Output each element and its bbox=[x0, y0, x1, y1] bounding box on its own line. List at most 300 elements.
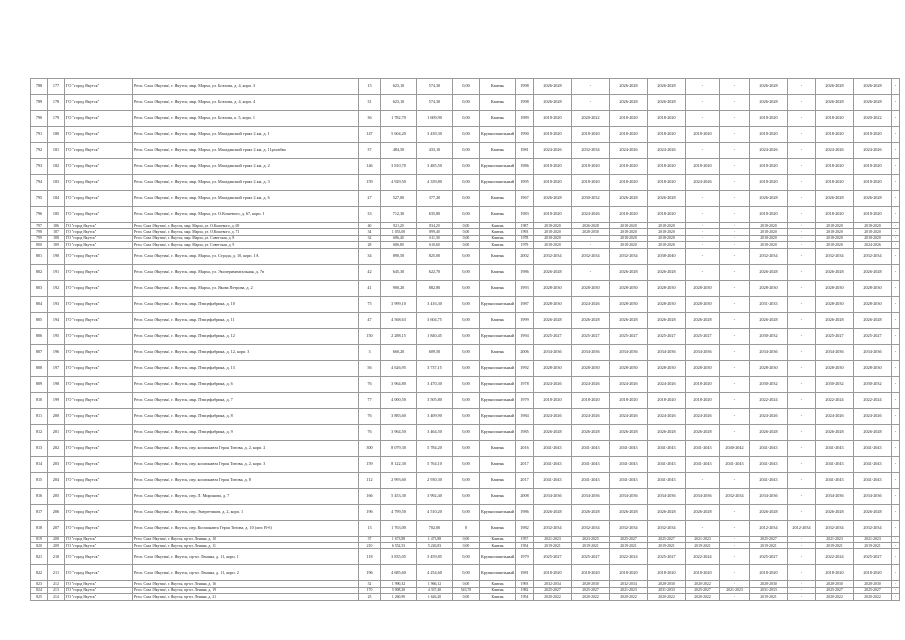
address-cell: Респ. Саха /Якутия/, г. Якутск, пр-кт. Ленина, д. 11, корп. 2 bbox=[133, 565, 359, 581]
value-cell: 3 505,80 bbox=[417, 392, 453, 408]
value-cell: 1979 bbox=[516, 549, 534, 565]
value-cell: 1 626,20 bbox=[417, 594, 453, 600]
table-row bbox=[31, 280, 900, 296]
row-number: 788 bbox=[31, 79, 48, 95]
value-cell: 2024-2026 bbox=[686, 175, 720, 191]
value-cell: - bbox=[788, 242, 816, 248]
municipal-number: 178 bbox=[48, 95, 65, 111]
value-cell: - bbox=[892, 235, 900, 241]
row-number: 792 bbox=[31, 143, 48, 159]
value-cell: 2038-2040 bbox=[648, 248, 686, 264]
value-cell: 825,00 bbox=[417, 248, 453, 264]
value-cell: - bbox=[720, 344, 750, 360]
value-cell: - bbox=[720, 143, 750, 159]
value-cell: 2018-2020 bbox=[750, 242, 788, 248]
value-cell: 2025-2027 bbox=[572, 328, 610, 344]
municipal-number: 192 bbox=[48, 280, 65, 296]
value-cell: 3 883,60 bbox=[381, 408, 417, 424]
municipal-number: 183 bbox=[48, 175, 65, 191]
value-cell: - bbox=[572, 242, 610, 248]
value-cell: 1986 bbox=[516, 159, 534, 175]
value-cell: 150 bbox=[359, 328, 381, 344]
value-cell: 2028-2030 bbox=[572, 581, 610, 587]
value-cell: 0,00 bbox=[453, 127, 480, 143]
municipal-number: 202 bbox=[48, 440, 65, 456]
value-cell: 2020-2022 bbox=[854, 111, 892, 127]
value-cell: 2018-2020 bbox=[686, 159, 720, 175]
owner-cell: ГО "город Якутск" bbox=[65, 207, 133, 223]
value-cell: 2028-2030 bbox=[750, 280, 788, 296]
value-cell: 2020-2022 bbox=[610, 594, 648, 600]
value-cell: 2019-2021 bbox=[686, 542, 720, 548]
value-cell: 2018-2020 bbox=[534, 565, 572, 581]
value-cell: 2017 bbox=[516, 456, 534, 472]
value-cell: 890,50 bbox=[381, 248, 417, 264]
value-cell: 34 bbox=[359, 229, 381, 235]
value-cell: 1993 bbox=[516, 229, 534, 235]
table-row bbox=[31, 456, 900, 472]
value-cell: 2018-2020 bbox=[610, 235, 648, 241]
value-cell: 2025-2027 bbox=[648, 328, 686, 344]
value-cell: 702,00 bbox=[417, 520, 453, 536]
value-cell: 2019-2021 bbox=[816, 542, 854, 548]
value-cell: 2026-2028 bbox=[648, 264, 686, 280]
value-cell: - bbox=[720, 229, 750, 235]
value-cell: 2026-2028 bbox=[610, 264, 648, 280]
value-cell: 2026-2028 bbox=[648, 504, 686, 520]
value-cell: 2018-2020 bbox=[572, 392, 610, 408]
value-cell: 37 bbox=[359, 143, 381, 159]
value-cell: 2041-2043 bbox=[572, 472, 610, 488]
value-cell: 2026-2028 bbox=[816, 95, 854, 111]
value-cell: 2028-2030 bbox=[534, 280, 572, 296]
owner-cell: ГО "город Якутск" bbox=[65, 408, 133, 424]
value-cell: 42 bbox=[359, 264, 381, 280]
value-cell: - bbox=[720, 111, 750, 127]
value-cell: - bbox=[892, 376, 900, 392]
value-cell: 5 908,20 bbox=[381, 587, 417, 593]
value-cell: 4 929,50 bbox=[381, 175, 417, 191]
municipal-number: 201 bbox=[48, 424, 65, 440]
row-number: 808 bbox=[31, 360, 48, 376]
value-cell: 2026-2028 bbox=[610, 312, 648, 328]
value-cell: 2032-2034 bbox=[572, 143, 610, 159]
address-cell: Респ. Саха /Якутия/, г. Якутск, мкр. Марха, ул. Бозлова, д. 4, корп. 4 bbox=[133, 95, 359, 111]
address-cell: Респ. Саха /Якутия/, г. Якутск, мкр. Птицефабрика, д. 10 bbox=[133, 296, 359, 312]
value-cell: 2018-2020 bbox=[750, 229, 788, 235]
value-cell: 159 bbox=[359, 456, 381, 472]
value-cell: 1 782,70 bbox=[381, 111, 417, 127]
value-cell: - bbox=[720, 296, 750, 312]
value-cell: 2024-2026 bbox=[534, 376, 572, 392]
value-cell: 2018-2020 bbox=[610, 111, 648, 127]
table-row bbox=[31, 565, 900, 581]
value-cell: 4 254,60 bbox=[417, 565, 453, 581]
value-cell: 2025-2027 bbox=[750, 536, 788, 542]
municipal-number: 188 bbox=[48, 235, 65, 241]
address-cell: Респ. Саха /Якутия/, г. Якутск, пер. космонавта Героя Титова, д. 8 bbox=[133, 472, 359, 488]
value-cell: 1957 bbox=[516, 536, 534, 542]
value-cell: 2028-2030 bbox=[816, 280, 854, 296]
value-cell: 2041-2043 bbox=[534, 472, 572, 488]
value-cell: 921,20 bbox=[381, 223, 417, 229]
value-cell: - bbox=[686, 79, 720, 95]
value-cell: 2026-2028 bbox=[816, 504, 854, 520]
row-number: 823 bbox=[31, 581, 48, 587]
owner-cell: ГО "город Якутск" bbox=[65, 392, 133, 408]
value-cell: 2016 bbox=[516, 440, 534, 456]
value-cell: Камень bbox=[480, 280, 516, 296]
value-cell: 2032-2034 bbox=[610, 248, 648, 264]
value-cell: 170 bbox=[359, 587, 381, 593]
value-cell: 2024-2026 bbox=[854, 408, 892, 424]
value-cell: - bbox=[892, 392, 900, 408]
value-cell: 2021-2023 bbox=[816, 536, 854, 542]
value-cell: - bbox=[892, 472, 900, 488]
table-row bbox=[31, 408, 900, 424]
value-cell: - bbox=[892, 223, 900, 229]
value-cell: Крупнопанельный bbox=[480, 376, 516, 392]
value-cell: Крупнопанельный bbox=[480, 408, 516, 424]
value-cell: 2018-2020 bbox=[610, 207, 648, 223]
value-cell: 3 464,50 bbox=[417, 424, 453, 440]
municipal-number: 209 bbox=[48, 542, 65, 548]
value-cell: 623,10 bbox=[381, 79, 417, 95]
value-cell: 159 bbox=[359, 175, 381, 191]
value-cell: 33 bbox=[359, 207, 381, 223]
value-cell: - bbox=[720, 328, 750, 344]
value-cell: - bbox=[686, 242, 720, 248]
value-cell: 75 bbox=[359, 296, 381, 312]
value-cell: - bbox=[892, 229, 900, 235]
table-row bbox=[31, 159, 900, 175]
value-cell: 2018-2020 bbox=[534, 159, 572, 175]
value-cell: 5 453,30 bbox=[381, 488, 417, 504]
value-cell: - bbox=[892, 408, 900, 424]
value-cell: 2 930,30 bbox=[417, 472, 453, 488]
value-cell: - bbox=[686, 191, 720, 207]
value-cell: 3 810,70 bbox=[381, 159, 417, 175]
value-cell: 4 799,50 bbox=[381, 504, 417, 520]
value-cell: 2024-2026 bbox=[610, 376, 648, 392]
row-number: 807 bbox=[31, 344, 48, 360]
value-cell: 0,00 bbox=[453, 376, 480, 392]
row-number: 809 bbox=[31, 376, 48, 392]
value-cell: 2025-2027 bbox=[854, 549, 892, 565]
value-cell: 2018-2020 bbox=[854, 127, 892, 143]
value-cell: 2026-2028 bbox=[750, 191, 788, 207]
value-cell: 0,00 bbox=[453, 581, 480, 587]
row-number: 800 bbox=[31, 242, 48, 248]
value-cell: 146 bbox=[359, 159, 381, 175]
value-cell: 2018-2020 bbox=[816, 111, 854, 127]
value-cell: 2034-2036 bbox=[648, 488, 686, 504]
row-number: 822 bbox=[31, 565, 48, 581]
value-cell: 1979 bbox=[516, 392, 534, 408]
value-cell: 635,80 bbox=[417, 207, 453, 223]
value-cell: 2017 bbox=[516, 472, 534, 488]
owner-cell: ГО "город Якутск" bbox=[65, 280, 133, 296]
row-number: 820 bbox=[31, 542, 48, 548]
value-cell: 3 bbox=[359, 344, 381, 360]
value-cell: 0,00 bbox=[453, 242, 480, 248]
value-cell: 527,00 bbox=[381, 191, 417, 207]
value-cell: Камень bbox=[480, 248, 516, 264]
value-cell: 2018-2020 bbox=[750, 111, 788, 127]
value-cell: 2022-2024 bbox=[816, 392, 854, 408]
address-cell: Респ. Саха /Якутия/, г. Якутск, мкр. Марха, ул. Строда, д. 10, корп. 1А bbox=[133, 248, 359, 264]
value-cell: - bbox=[892, 581, 900, 587]
value-cell: Камень bbox=[480, 587, 516, 593]
value-cell: 2018-2020 bbox=[534, 223, 572, 229]
value-cell: 2026-2028 bbox=[534, 504, 572, 520]
value-cell: Камень bbox=[480, 191, 516, 207]
value-cell: 2018-2020 bbox=[854, 223, 892, 229]
value-cell: 2032-2034 bbox=[610, 520, 648, 536]
value-cell: 196 bbox=[359, 565, 381, 581]
value-cell: 2018-2020 bbox=[816, 565, 854, 581]
value-cell: - bbox=[788, 111, 816, 127]
value-cell: 2018-2020 bbox=[750, 223, 788, 229]
value-cell: Камень bbox=[480, 229, 516, 235]
municipal-number: 206 bbox=[48, 504, 65, 520]
value-cell: 2019-2021 bbox=[750, 542, 788, 548]
value-cell: - bbox=[720, 248, 750, 264]
value-cell: - bbox=[892, 587, 900, 593]
address-cell: Респ. Саха /Якутия/, г. Якутск, пр-кт. Ленина, д. 19 bbox=[133, 587, 359, 593]
value-cell: 2018-2020 bbox=[610, 175, 648, 191]
value-cell: 2018-2020 bbox=[854, 159, 892, 175]
municipal-number: 180 bbox=[48, 127, 65, 143]
value-cell: 623,10 bbox=[381, 95, 417, 111]
row-number: 816 bbox=[31, 488, 48, 504]
value-cell: - bbox=[720, 312, 750, 328]
value-cell: - bbox=[788, 376, 816, 392]
value-cell: 660,20 bbox=[381, 344, 417, 360]
value-cell: 2018-2020 bbox=[750, 159, 788, 175]
value-cell: 2034-2036 bbox=[648, 344, 686, 360]
value-cell: 1 053,00 bbox=[381, 229, 417, 235]
value-cell: 2034-2036 bbox=[534, 344, 572, 360]
value-cell: - bbox=[892, 344, 900, 360]
value-cell: 2030-2032 bbox=[750, 376, 788, 392]
value-cell: 5 604,20 bbox=[381, 127, 417, 143]
table-row bbox=[31, 95, 900, 111]
value-cell: - bbox=[892, 536, 900, 542]
value-cell: 3 964,50 bbox=[381, 424, 417, 440]
value-cell: 1994 bbox=[516, 328, 534, 344]
value-cell: 1993 bbox=[516, 581, 534, 587]
value-cell: 574,30 bbox=[417, 79, 453, 95]
value-cell: 2022-2024 bbox=[816, 549, 854, 565]
owner-cell: ГО "город Якутск" bbox=[65, 111, 133, 127]
value-cell: 1999 bbox=[516, 312, 534, 328]
owner-cell: ГО "город Якутск" bbox=[65, 549, 133, 565]
value-cell: 2028-2030 bbox=[534, 296, 572, 312]
value-cell: 0,00 bbox=[453, 229, 480, 235]
value-cell: 2018-2020 bbox=[648, 207, 686, 223]
value-cell: 900,20 bbox=[381, 280, 417, 296]
value-cell: - bbox=[720, 223, 750, 229]
value-cell: Камень bbox=[480, 594, 516, 600]
value-cell: 2026-2028 bbox=[610, 504, 648, 520]
value-cell: 3 416,30 bbox=[417, 296, 453, 312]
value-cell: Камень bbox=[480, 143, 516, 159]
value-cell: - bbox=[892, 242, 900, 248]
value-cell: 1981 bbox=[516, 565, 534, 581]
value-cell: - bbox=[788, 456, 816, 472]
value-cell: - bbox=[788, 191, 816, 207]
value-cell: 2018-2020 bbox=[750, 565, 788, 581]
value-cell: 433,10 bbox=[417, 143, 453, 159]
value-cell: 1998 bbox=[516, 79, 534, 95]
value-cell: 0,00 bbox=[453, 504, 480, 520]
value-cell: - bbox=[788, 95, 816, 111]
value-cell: 543,70 bbox=[453, 587, 480, 593]
value-cell: 2026-2028 bbox=[534, 95, 572, 111]
value-cell: - bbox=[572, 264, 610, 280]
value-cell: - bbox=[720, 264, 750, 280]
address-cell: Респ. Саха /Якутия/, г. Якутск, пр-кт. Ленина, д. 10 bbox=[133, 536, 359, 542]
value-cell: 3 604,75 bbox=[417, 312, 453, 328]
value-cell: 2025-2027 bbox=[686, 587, 720, 593]
value-cell: 2026-2028 bbox=[854, 504, 892, 520]
value-cell: 2025-2027 bbox=[750, 549, 788, 565]
value-cell: - bbox=[788, 344, 816, 360]
value-cell: 2026-2028 bbox=[610, 191, 648, 207]
value-cell: 610,60 bbox=[417, 242, 453, 248]
address-cell: Респ. Саха /Якутия/, г. Якутск, мкр. Птицефабрика, д. 8 bbox=[133, 408, 359, 424]
municipal-number: 212 bbox=[48, 581, 65, 587]
address-cell: Респ. Саха /Якутия/, г. Якутск, мкр. Птицефабрика, д. 13 bbox=[133, 360, 359, 376]
value-cell: 2026-2028 bbox=[750, 312, 788, 328]
value-cell: 0,00 bbox=[453, 549, 480, 565]
value-cell: - bbox=[788, 175, 816, 191]
value-cell: 1987 bbox=[516, 296, 534, 312]
value-cell: 2018-2020 bbox=[610, 223, 648, 229]
address-cell: Респ. Саха /Якутия/, г. Якутск, пер. Космонавта Героя Титова, д. 10 (лит. В-б) bbox=[133, 520, 359, 536]
row-number: 802 bbox=[31, 264, 48, 280]
value-cell: 686,80 bbox=[381, 242, 417, 248]
value-cell: 0,00 bbox=[453, 235, 480, 241]
address-cell: Респ. Саха /Якутия/, г. Якутск, мкр. Марха, ул. Советская, д. 8 bbox=[133, 235, 359, 241]
value-cell: 0,00 bbox=[453, 344, 480, 360]
value-cell: 2018-2020 bbox=[572, 175, 610, 191]
row-number: 794 bbox=[31, 175, 48, 191]
value-cell: 1987 bbox=[516, 223, 534, 229]
table-row bbox=[31, 549, 900, 565]
value-cell: 2018-2020 bbox=[648, 111, 686, 127]
value-cell: - bbox=[686, 229, 720, 235]
value-cell: 5 784,20 bbox=[417, 440, 453, 456]
value-cell: - bbox=[892, 594, 900, 600]
value-cell: 118 bbox=[359, 549, 381, 565]
value-cell: 52 bbox=[359, 581, 381, 587]
row-number: 811 bbox=[31, 408, 48, 424]
address-cell: Респ. Саха /Якутия/, г. Якутск, пер. Л. Миронова, д. 7 bbox=[133, 488, 359, 504]
value-cell: - bbox=[788, 488, 816, 504]
value-cell: Камень bbox=[480, 312, 516, 328]
value-cell: 2018-2020 bbox=[750, 127, 788, 143]
value-cell: 0,00 bbox=[453, 79, 480, 95]
value-cell: 2034-2036 bbox=[816, 344, 854, 360]
owner-cell: ГО "город Якутск" bbox=[65, 328, 133, 344]
owner-cell: ГО "город Якутск" bbox=[65, 587, 133, 593]
value-cell: 2018-2020 bbox=[750, 235, 788, 241]
table-row bbox=[31, 344, 900, 360]
owner-cell: ГО "город Якутск" bbox=[65, 360, 133, 376]
value-cell: 2026-2028 bbox=[534, 79, 572, 95]
value-cell: 2022-2024 bbox=[686, 549, 720, 565]
value-cell: 4 685,60 bbox=[381, 565, 417, 581]
address-cell: Респ. Саха /Якутия/, г. Якутск, мкр. Марха, ул. Магаданский тракт 2 км, д. 3 bbox=[133, 175, 359, 191]
value-cell: 2018-2020 bbox=[854, 207, 892, 223]
value-cell: 2018-2020 bbox=[648, 223, 686, 229]
value-cell: 2020-2022 bbox=[686, 594, 720, 600]
value-cell: Крупнопанельный bbox=[480, 127, 516, 143]
value-cell: Камень bbox=[480, 79, 516, 95]
value-cell: 2028-2030 bbox=[610, 280, 648, 296]
value-cell: - bbox=[788, 360, 816, 376]
municipal-number: 198 bbox=[48, 376, 65, 392]
value-cell: 2028-2030 bbox=[610, 296, 648, 312]
value-cell: 2041-2043 bbox=[572, 440, 610, 456]
value-cell: 1954 bbox=[516, 542, 534, 548]
value-cell: 8 079,30 bbox=[381, 440, 417, 456]
value-cell: 2031-2033 bbox=[750, 296, 788, 312]
value-cell: - bbox=[686, 143, 720, 159]
value-cell: 2026-2028 bbox=[572, 312, 610, 328]
value-cell: 0,00 bbox=[453, 223, 480, 229]
value-cell: - bbox=[788, 264, 816, 280]
value-cell: 2024-2026 bbox=[750, 408, 788, 424]
value-cell: 2032-2034 bbox=[816, 248, 854, 264]
value-cell: 2018-2020 bbox=[648, 565, 686, 581]
value-cell: - bbox=[788, 549, 816, 565]
value-cell: 2034-2036 bbox=[816, 488, 854, 504]
value-cell: - bbox=[720, 242, 750, 248]
value-cell: - bbox=[892, 440, 900, 456]
owner-cell: ГО "город Якутск" bbox=[65, 143, 133, 159]
value-cell: 2022-2024 bbox=[610, 549, 648, 565]
value-cell: 2032-2034 bbox=[854, 520, 892, 536]
value-cell: 196 bbox=[359, 504, 381, 520]
value-cell: 2026-2028 bbox=[686, 424, 720, 440]
value-cell: 0,00 bbox=[453, 536, 480, 542]
value-cell: 2026-2028 bbox=[572, 223, 610, 229]
value-cell: 377,20 bbox=[417, 191, 453, 207]
value-cell: 76 bbox=[359, 424, 381, 440]
municipal-number: 200 bbox=[48, 408, 65, 424]
municipal-number: 208 bbox=[48, 536, 65, 542]
value-cell: 3 439,30 bbox=[417, 127, 453, 143]
value-cell: - bbox=[686, 111, 720, 127]
value-cell: 2034-2036 bbox=[750, 488, 788, 504]
value-cell: - bbox=[788, 143, 816, 159]
value-cell: 2032-2034 bbox=[854, 248, 892, 264]
owner-cell: ГО "город Якутск" bbox=[65, 312, 133, 328]
value-cell: - bbox=[892, 280, 900, 296]
owner-cell: ГО "город Якутск" bbox=[65, 95, 133, 111]
value-cell: - bbox=[892, 143, 900, 159]
value-cell: - bbox=[788, 248, 816, 264]
table-row bbox=[31, 440, 900, 456]
value-cell: - bbox=[788, 587, 816, 593]
value-cell: 2019-2021 bbox=[750, 594, 788, 600]
municipal-number: 204 bbox=[48, 472, 65, 488]
table-row bbox=[31, 594, 900, 600]
value-cell: 2032-2034 bbox=[534, 248, 572, 264]
